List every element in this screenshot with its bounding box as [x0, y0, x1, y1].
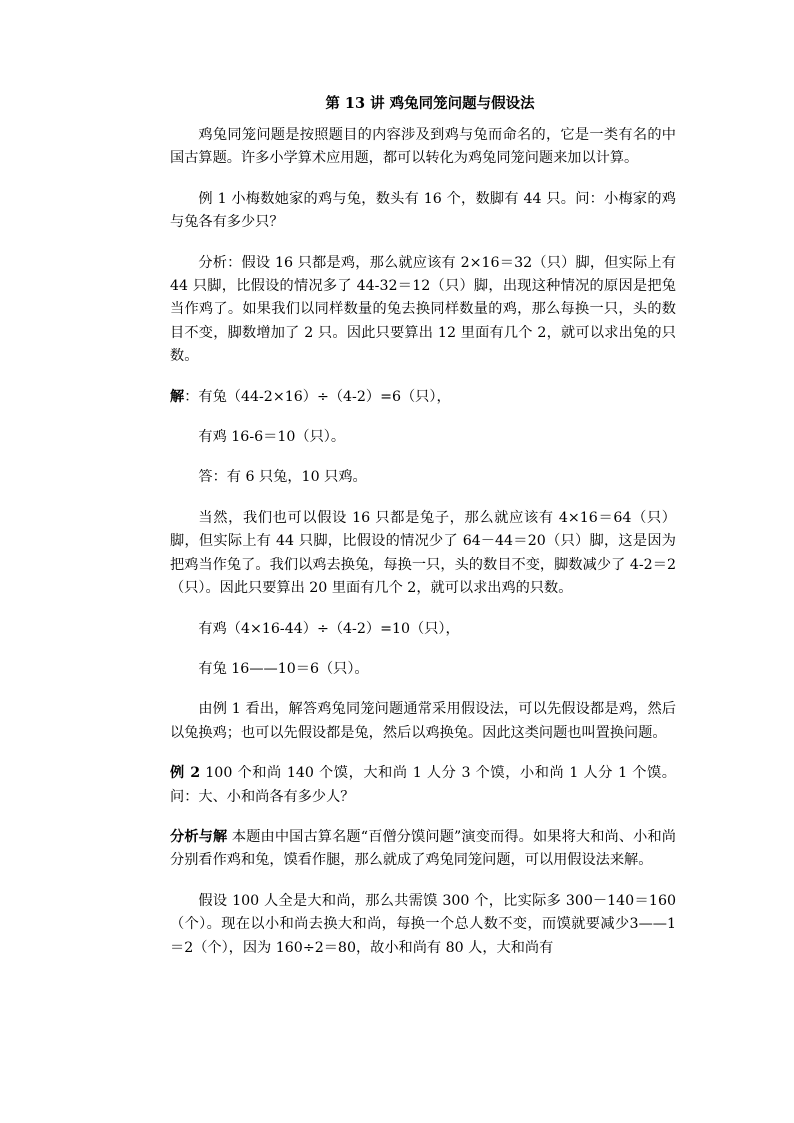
summary-paragraph: 由例 1 看出，解答鸡兔同笼问题通常采用假设法，可以先假设都是鸡，然后以兔换鸡；也可以先假设都是兔，然后以鸡换兔。因此这类问题也叫置换问题。 [170, 701, 676, 741]
solution-line-2: 有鸡 16-6＝10（只）。 [198, 429, 346, 446]
example-1-question: 例 1 小梅数她家的鸡与兔，数头有 16 个，数脚有 44 只。问：小梅家的鸡与兔各有多少只？ [170, 190, 676, 231]
alternative-line-1: 有鸡（4×16-44）÷（4-2）=10（只）， [198, 620, 460, 637]
intro-paragraph: 鸡兔同笼问题是按照题目的内容涉及到鸡与兔而命名的，它是一类有名的中国古算题。许多小学算术应用题，都可以转化为鸡兔同笼问题来加以计算。 [170, 127, 676, 167]
example-1-analysis: 分析：假设 16 只都是鸡，那么就应该有 2×16＝32（只）脚，但实际上有 44 只脚，比假设的情况多了 44-32＝12（只）脚，出现这种情况的原因是把兔当作鸡了。如果我们以同样数量的兔去换同样数量的鸡，那么每换一只，头的数目不变，脚数增加了 2 只。因此只要算出 12 里面有几个 2，就可以求出兔的只数。 [170, 254, 676, 365]
analysis-2-text: 本题由中国古算名题“百僧分馍问题”演变而得。如果将大和尚、小和尚分别看作鸡和兔，馍看作腿，那么就成了鸡兔同笼问题，可以用假设法来解。 [170, 828, 676, 869]
example-2-label: 例 2 [170, 765, 201, 782]
last-paragraph: 假设 100 人全是大和尚，那么共需馍 300 个，比实际多 300－140＝160（个）。现在以小和尚去换大和尚，每换一个总人数不变，而馍就要减少3——1＝2（个），因为 160÷2＝80，故小和尚有 80 人，大和尚有 [170, 892, 676, 956]
solution-line-1 [170, 386, 676, 409]
solution-text: ：有兔（44-2×16）÷（4-2）=6（只）， [184, 388, 451, 405]
alternative-method: 当然，我们也可以假设 16 只都是兔子，那么就应该有 4×16＝64（只）脚，但实际上有 44 只脚，比假设的情况少了 64－44＝20（只）脚，这是因为把鸡当作兔了。我们以鸡去换兔，每换一只，头的数目不变，脚数减少了 4-2＝2（只）。因此只要算出 20 里面有几个 2，就可以求出鸡的只数。 [170, 509, 676, 597]
alternative-line-2: 有兔 16——10＝6（只）。 [198, 660, 369, 677]
analysis-2-label: 分析与解 [170, 828, 228, 845]
solution-label: 解 [170, 388, 185, 405]
page-title: 第 13 讲 鸡兔同笼问题与假设法 [325, 95, 535, 112]
example-2-text: 100 个和尚 140 个馍，大和尚 1 人分 3 个馍，小和尚 1 人分 1 个馍。问：大、小和尚各有多少人？ [170, 765, 676, 805]
document-page [170, 94, 676, 960]
answer-1: 答：有 6 只兔，10 只鸡。 [198, 469, 367, 486]
example-2-analysis [170, 826, 676, 873]
example-2-question [170, 762, 676, 809]
